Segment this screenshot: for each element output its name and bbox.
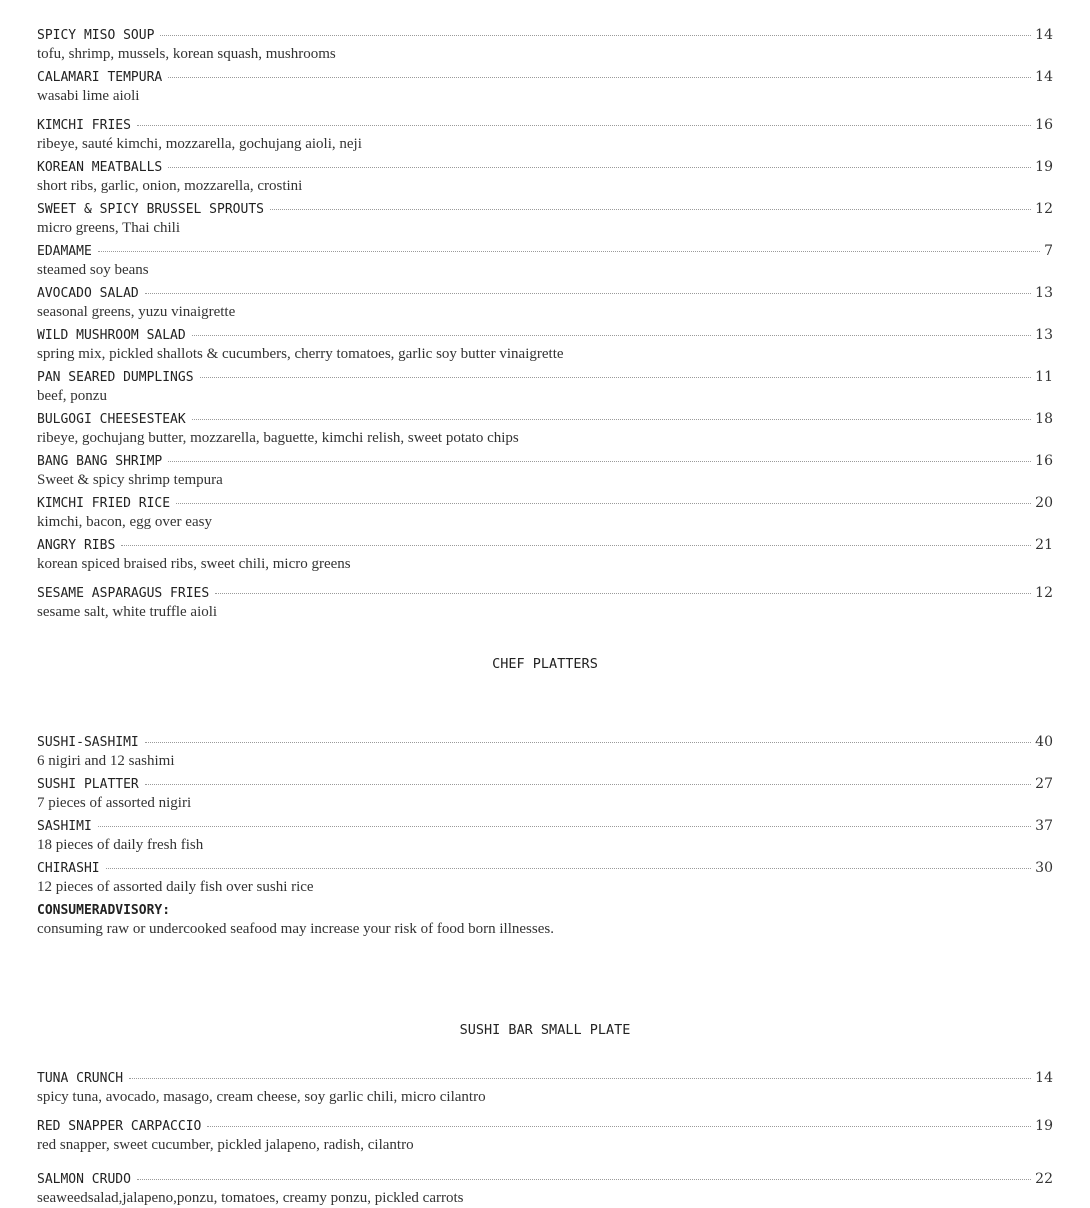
item-name: KOREAN MEATBALLS: [37, 160, 163, 175]
item-name: SASHIMI: [37, 819, 92, 834]
item-description: steamed soy beans: [37, 262, 149, 278]
item-description: seasonal greens, yuzu vinaigrette: [37, 304, 236, 320]
item-price: 13: [1035, 327, 1053, 343]
item-price: 30: [1035, 860, 1053, 876]
item-description: korean spiced braised ribs, sweet chili, micro greens: [37, 556, 351, 572]
item-price: 18: [1035, 411, 1053, 427]
item-name: SUSHI PLATTER: [37, 777, 139, 792]
item-name: KIMCHI FRIES: [37, 118, 131, 133]
item-price: 12: [1035, 585, 1053, 601]
menu-item: [37, 1116, 1053, 1155]
leader-dots: [160, 35, 1031, 36]
item-name: TUNA CRUNCH: [37, 1071, 124, 1086]
item-name: EDAMAME: [37, 244, 92, 259]
item-description: beef, ponzu: [37, 388, 107, 404]
item-description: 6 nigiri and 12 sashimi: [37, 753, 175, 769]
item-price: 16: [1035, 453, 1053, 469]
menu-item: [37, 367, 1053, 406]
item-description: spring mix, pickled shallots & cucumbers, cherry tomatoes, garlic soy butter vinaigrette: [37, 346, 564, 362]
item-description: Sweet & spicy shrimp tempura: [37, 472, 223, 488]
leader-dots: [200, 377, 1032, 378]
item-price: 14: [1035, 27, 1053, 43]
item-description: micro greens, Thai chili: [37, 220, 181, 236]
item-name: SWEET & SPICY BRUSSEL SPROUTS: [37, 202, 264, 217]
menu-item: [37, 583, 1053, 622]
item-name: WILD MUSHROOM SALAD: [37, 328, 186, 343]
menu-item: [37, 535, 1053, 574]
item-price: 40: [1035, 734, 1053, 750]
item-name: BANG BANG SHRIMP: [37, 454, 163, 469]
consumer-advisory-title: CONSUMERADVISORY:: [37, 903, 171, 918]
leader-dots: [137, 1179, 1031, 1180]
item-price: 19: [1035, 159, 1053, 175]
menu-item: [37, 493, 1053, 532]
section-title-chef-platters: CHEF PLATTERS: [492, 656, 598, 672]
item-description: 12 pieces of assorted daily fish over sushi rice: [37, 879, 314, 895]
item-description: seaweedsalad,jalapeno,ponzu, tomatoes, creamy ponzu, pickled carrots: [37, 1190, 464, 1206]
item-name: SPICY MISO SOUP: [37, 28, 155, 43]
menu-item: [37, 816, 1053, 855]
leader-dots: [145, 293, 1031, 294]
leader-dots: [98, 251, 1040, 252]
item-name: RED SNAPPER CARPACCIO: [37, 1119, 202, 1134]
leader-dots: [121, 545, 1031, 546]
item-price: 16: [1035, 117, 1053, 133]
leader-dots: [207, 1126, 1031, 1127]
menu-item: [37, 732, 1053, 771]
menu-item: [37, 451, 1053, 490]
leader-dots: [137, 125, 1031, 126]
menu-item: [37, 241, 1053, 280]
item-price: 21: [1035, 537, 1053, 553]
menu-item: [37, 115, 1053, 154]
item-price: 11: [1035, 369, 1053, 385]
item-name: BULGOGI CHEESESTEAK: [37, 412, 186, 427]
menu-item: [37, 25, 1053, 64]
leader-dots: [168, 167, 1031, 168]
item-description: tofu, shrimp, mussels, korean squash, mushrooms: [37, 46, 336, 62]
leader-dots: [129, 1078, 1031, 1079]
consumer-advisory-text: consuming raw or undercooked seafood may increase your risk of food born illnesses.: [37, 921, 554, 937]
item-name: ANGRY RIBS: [37, 538, 116, 553]
item-price: 27: [1035, 776, 1053, 792]
menu-item: [37, 325, 1053, 364]
leader-dots: [215, 593, 1031, 594]
section-title-sushi-bar: SUSHI BAR SMALL PLATE: [459, 1022, 631, 1038]
item-price: 12: [1035, 201, 1053, 217]
menu-item: [37, 283, 1053, 322]
item-description: 18 pieces of daily fresh fish: [37, 837, 204, 853]
item-description: sesame salt, white truffle aioli: [37, 604, 218, 620]
item-description: 7 pieces of assorted nigiri: [37, 795, 192, 811]
item-name: SALMON CRUDO: [37, 1172, 131, 1187]
item-name: CHIRASHI: [37, 861, 100, 876]
item-description: kimchi, bacon, egg over easy: [37, 514, 212, 530]
leader-dots: [192, 335, 1031, 336]
item-price: 14: [1035, 69, 1053, 85]
item-name: SUSHI-SASHIMI: [37, 735, 139, 750]
leader-dots: [145, 784, 1031, 785]
leader-dots: [106, 868, 1032, 869]
leader-dots: [145, 742, 1031, 743]
item-price: 20: [1035, 495, 1053, 511]
leader-dots: [270, 209, 1031, 210]
item-price: 7: [1044, 243, 1053, 259]
menu-item: [37, 858, 1053, 897]
menu-item: [37, 774, 1053, 813]
item-name: KIMCHI FRIED RICE: [37, 496, 171, 511]
leader-dots: [176, 503, 1031, 504]
leader-dots: [168, 77, 1031, 78]
leader-dots: [168, 461, 1031, 462]
leader-dots: [192, 419, 1031, 420]
menu-item: [37, 1169, 1053, 1208]
item-name: CALAMARI TEMPURA: [37, 70, 163, 85]
item-description: short ribs, garlic, onion, mozzarella, crostini: [37, 178, 303, 194]
item-price: 13: [1035, 285, 1053, 301]
item-price: 37: [1035, 818, 1053, 834]
menu-item: [37, 199, 1053, 238]
leader-dots: [98, 826, 1031, 827]
item-price: 14: [1035, 1070, 1053, 1086]
item-price: 22: [1035, 1171, 1053, 1187]
item-description: ribeye, sauté kimchi, mozzarella, gochujang aioli, neji: [37, 136, 362, 152]
item-name: AVOCADO SALAD: [37, 286, 139, 301]
menu-item: [37, 157, 1053, 196]
item-name: PAN SEARED DUMPLINGS: [37, 370, 194, 385]
item-description: ribeye, gochujang butter, mozzarella, baguette, kimchi relish, sweet potato chips: [37, 430, 519, 446]
item-description: wasabi lime aioli: [37, 88, 140, 104]
menu-item: [37, 67, 1053, 106]
item-name: SESAME ASPARAGUS FRIES: [37, 586, 210, 601]
item-description: spicy tuna, avocado, masago, cream cheese, soy garlic chili, micro cilantro: [37, 1089, 486, 1105]
menu-item: [37, 409, 1053, 448]
item-price: 19: [1035, 1118, 1053, 1134]
menu-item: [37, 1068, 1053, 1107]
item-description: red snapper, sweet cucumber, pickled jalapeno, radish, cilantro: [37, 1137, 414, 1153]
